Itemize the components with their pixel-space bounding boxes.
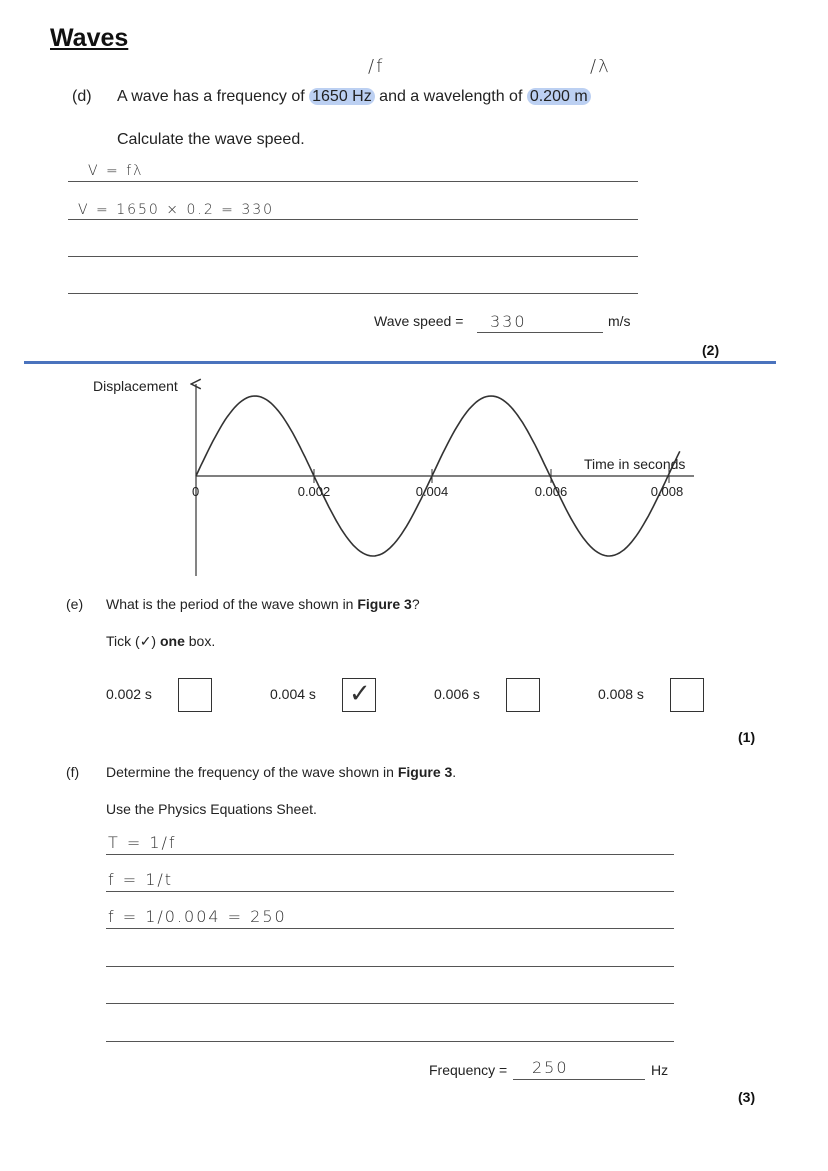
wave-speed-answer: 330 — [490, 312, 527, 331]
answer-line-1[interactable] — [68, 181, 638, 182]
instruction-text: box. — [184, 633, 216, 649]
work-line-1[interactable] — [106, 854, 674, 855]
tick-label-0.004: 0.004 — [415, 484, 449, 499]
answer-line-2-text: V = 1650 × 0.2 = 330 — [78, 202, 275, 218]
work-line-4[interactable] — [106, 966, 674, 967]
question-text: . — [452, 764, 457, 780]
frequency-answer: 250 — [532, 1058, 569, 1077]
answer-line-1-text: V = fλ — [88, 163, 144, 179]
marks-d: (2) — [702, 342, 720, 358]
option-label-0.004: 0.004 s — [270, 686, 316, 702]
answer-line-4[interactable] — [68, 293, 638, 294]
wave-speed-label: Wave speed = — [374, 313, 464, 329]
work-line-3[interactable] — [106, 928, 674, 929]
origin-label: 0 — [192, 484, 200, 499]
frequency-label: Frequency = — [429, 1062, 508, 1078]
work-line-2[interactable] — [106, 891, 674, 892]
wave-speed-unit: m/s — [608, 313, 631, 329]
tick-box-0.006[interactable] — [506, 678, 540, 712]
tick-box-0.008[interactable] — [670, 678, 704, 712]
tick-label-0.002: 0.002 — [297, 484, 331, 499]
frequency-highlight: 1650 Hz — [309, 88, 375, 105]
figure-ref: Figure 3 — [397, 764, 453, 780]
x-axis-label: Time in seconds — [584, 456, 686, 472]
frequency-unit: Hz — [651, 1062, 669, 1078]
work-line-1-text: T = 1/f — [108, 833, 177, 852]
question-text: What is the period of the wave shown in — [106, 596, 358, 612]
answer-line-3[interactable] — [68, 256, 638, 257]
question-text: ? — [411, 596, 420, 612]
marks-e: (1) — [738, 729, 756, 745]
tick-label-0.008: 0.008 — [650, 484, 684, 499]
section-divider — [24, 361, 776, 364]
check-mark-icon: ✓ — [349, 679, 371, 709]
page-title: Waves — [50, 24, 129, 52]
question-text: A wave has a frequency of — [117, 88, 310, 105]
work-line-2-text: f = 1/t — [108, 870, 174, 889]
part-d-instruction: Calculate the wave speed. — [117, 131, 305, 148]
option-label-0.008: 0.008 s — [598, 686, 644, 702]
part-d-question — [117, 88, 591, 106]
annotation-lambda: /λ — [590, 56, 611, 77]
part-e-question — [106, 596, 420, 612]
instruction-bold: one — [159, 633, 185, 649]
option-label-0.002: 0.002 s — [106, 686, 152, 702]
frequency-answer-line[interactable] — [513, 1079, 645, 1080]
work-line-3-text: f = 1/0.004 = 250 — [108, 907, 287, 926]
tick-box-0.004[interactable] — [342, 678, 376, 712]
part-e-instruction — [106, 633, 215, 650]
part-e-label: (e) — [66, 596, 84, 612]
tick-label-0.006: 0.006 — [534, 484, 568, 499]
part-d-label: (d) — [72, 88, 92, 105]
option-label-0.006: 0.006 s — [434, 686, 480, 702]
work-line-6[interactable] — [106, 1041, 674, 1042]
question-text: and a wavelength of — [374, 88, 527, 105]
question-text: Determine the frequency of the wave shown in — [106, 764, 398, 780]
figure-ref: Figure 3 — [357, 596, 412, 612]
tick-box-0.002[interactable] — [178, 678, 212, 712]
wave-speed-answer-line[interactable] — [477, 332, 603, 333]
part-f-question — [106, 764, 456, 780]
instruction-text: Tick (✓) — [106, 633, 160, 649]
part-f-label: (f) — [66, 764, 80, 780]
answer-line-2[interactable] — [68, 219, 638, 220]
wave-figure — [0, 370, 828, 580]
wavelength-highlight: 0.200 m — [527, 88, 591, 105]
marks-f: (3) — [738, 1089, 756, 1105]
annotation-f: /f — [368, 56, 385, 77]
part-f-instruction: Use the Physics Equations Sheet. — [106, 801, 317, 817]
y-axis-label: Displacement — [93, 378, 178, 394]
work-line-5[interactable] — [106, 1003, 674, 1004]
